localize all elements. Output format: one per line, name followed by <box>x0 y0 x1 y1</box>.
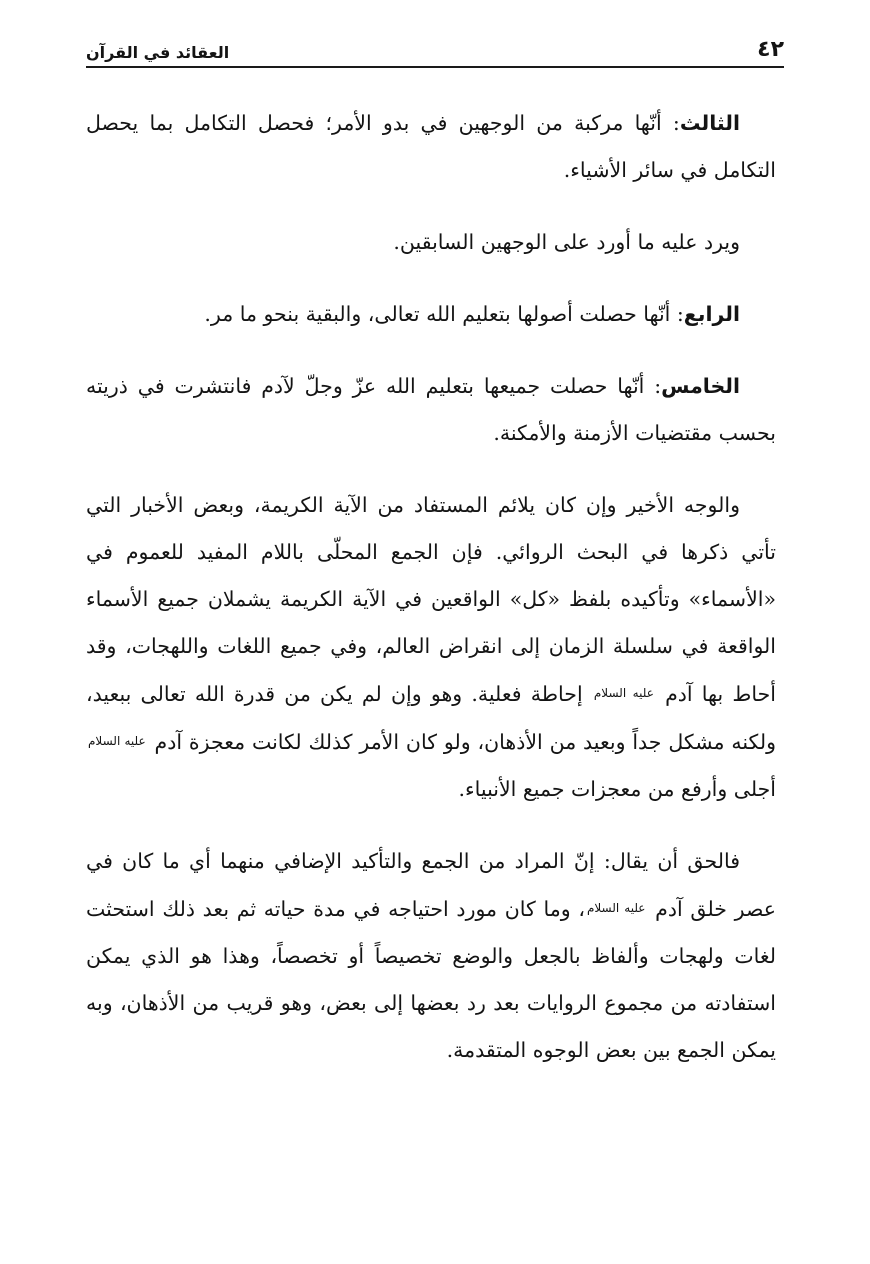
paragraph-text: والوجه الأخير وإن كان يلائم المستفاد من الآية الكريمة، وبعض الأخبار التي تأتي ذكرها في البحث الروائي. فإن الجمع المحلّى باللام المفيد للعموم في «الأسماء» وتأكيده بلفظ «كل» الواقعين في الآية الكريمة يشملان جميع الأسماء الواقعة في سلسلة الزمان إلى انقراض العالم، وفي جميع اللغات واللهجات، وقد أحاط بها آدم <box>86 493 776 706</box>
paragraph-last-view-discussion <box>86 482 776 813</box>
paragraph-objection <box>86 219 776 266</box>
paragraph-text: ويرد عليه ما أورد على الوجهين السابقين. <box>393 230 740 254</box>
paragraph-conclusion <box>86 838 776 1074</box>
honorific-glyph: عليه السلام <box>593 686 654 700</box>
paragraph-text: : أنّها حصلت أصولها بتعليم الله تعالى، والبقية بنحو ما مر. <box>204 302 684 326</box>
term-fourth: الرابع <box>683 302 740 326</box>
paragraph-text: : أنّها حصلت جميعها بتعليم الله عزّ وجلّ لآدم فانتشرت في ذريته بحسب مقتضيات الأزمنة والأمكنة. <box>86 374 776 445</box>
body-text <box>86 100 776 1099</box>
honorific-glyph: عليه السلام <box>88 734 146 748</box>
running-header <box>86 26 784 68</box>
honorific-glyph: عليه السلام <box>586 901 646 915</box>
paragraph-fifth-view <box>86 363 776 457</box>
paragraph-fourth-view <box>86 291 776 338</box>
paragraph-text: ، وما كان مورد احتياجه في مدة حياته ثم بعد ذلك استحثت لغات ولهجات وألفاظ بالجعل والوضع تخصيصاً أو تخصصاً، وهذا هو الذي يمكن استفادته من مجموع الروايات بعد رد بعضها إلى بعض، وهو قريب من الأذهان، وبه يمكن الجمع بين بعض الوجوه المتقدمة. <box>86 897 776 1062</box>
book-title: العقائد في القرآن <box>86 43 230 62</box>
term-fifth: الخامس <box>661 374 740 398</box>
paragraph-text: : أنّها مركبة من الوجهين في بدو الأمر؛ فحصل التكامل بما يحصل التكامل في سائر الأشياء. <box>86 111 776 182</box>
paragraph-text: أجلى وأرفع من معجزات جميع الأنبياء. <box>458 777 776 801</box>
page-number: ٤٢ <box>757 37 784 62</box>
term-third: الثالث <box>679 111 741 135</box>
paragraph-text: إحاطة فعلية. وهو وإن لم يكن من قدرة الله تعالى ببعيد، ولكنه مشكل جداً وبعيد من الأذهان، ولو كان الأمر كذلك لكانت معجزة آدم <box>86 682 776 754</box>
paragraph-third-view <box>86 100 776 194</box>
paragraph-text: فالحق أن يقال: إنّ المراد من الجمع والتأكيد الإضافي منهما أي ما كان في عصر خلق آدم <box>86 849 776 921</box>
